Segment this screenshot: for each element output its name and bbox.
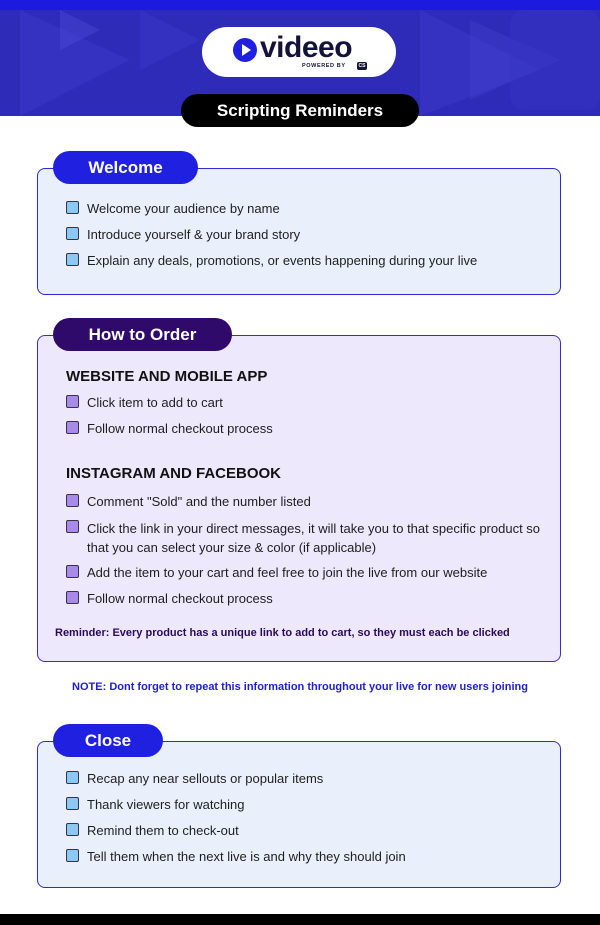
- powered-by-label: POWERED BY: [302, 63, 346, 69]
- note-text: NOTE: Dont forget to repeat this information throughout your live for new users joining: [72, 681, 528, 693]
- checkbox[interactable]: [66, 797, 79, 810]
- close-card: [37, 741, 561, 888]
- checkbox[interactable]: [66, 591, 79, 604]
- order-reminder: Reminder: Every product has a unique link to add to cart, so they must each be clicked: [55, 627, 510, 639]
- checkbox[interactable]: [66, 227, 79, 240]
- checkbox[interactable]: [66, 395, 79, 408]
- how-to-order-heading: How to Order: [53, 318, 232, 351]
- social-subheading: INSTAGRAM AND FACEBOOK: [66, 465, 281, 482]
- play-icon: [232, 37, 258, 63]
- footer-bar: [0, 914, 600, 925]
- brand-logo: [202, 27, 396, 77]
- checkbox[interactable]: [66, 565, 79, 578]
- checkbox[interactable]: [66, 520, 79, 533]
- brand-badge: CS: [358, 63, 366, 69]
- brand-name: videeo: [260, 31, 353, 64]
- checkbox[interactable]: [66, 494, 79, 507]
- welcome-heading: Welcome: [53, 151, 198, 184]
- website-subheading: WEBSITE AND MOBILE APP: [66, 368, 268, 385]
- checkbox[interactable]: [66, 201, 79, 214]
- close-heading: Close: [53, 724, 163, 757]
- checkbox[interactable]: [66, 849, 79, 862]
- checkbox[interactable]: [66, 421, 79, 434]
- checkbox[interactable]: [66, 253, 79, 266]
- checkbox[interactable]: [66, 823, 79, 836]
- page-title: Scripting Reminders: [181, 94, 419, 127]
- checkbox[interactable]: [66, 771, 79, 784]
